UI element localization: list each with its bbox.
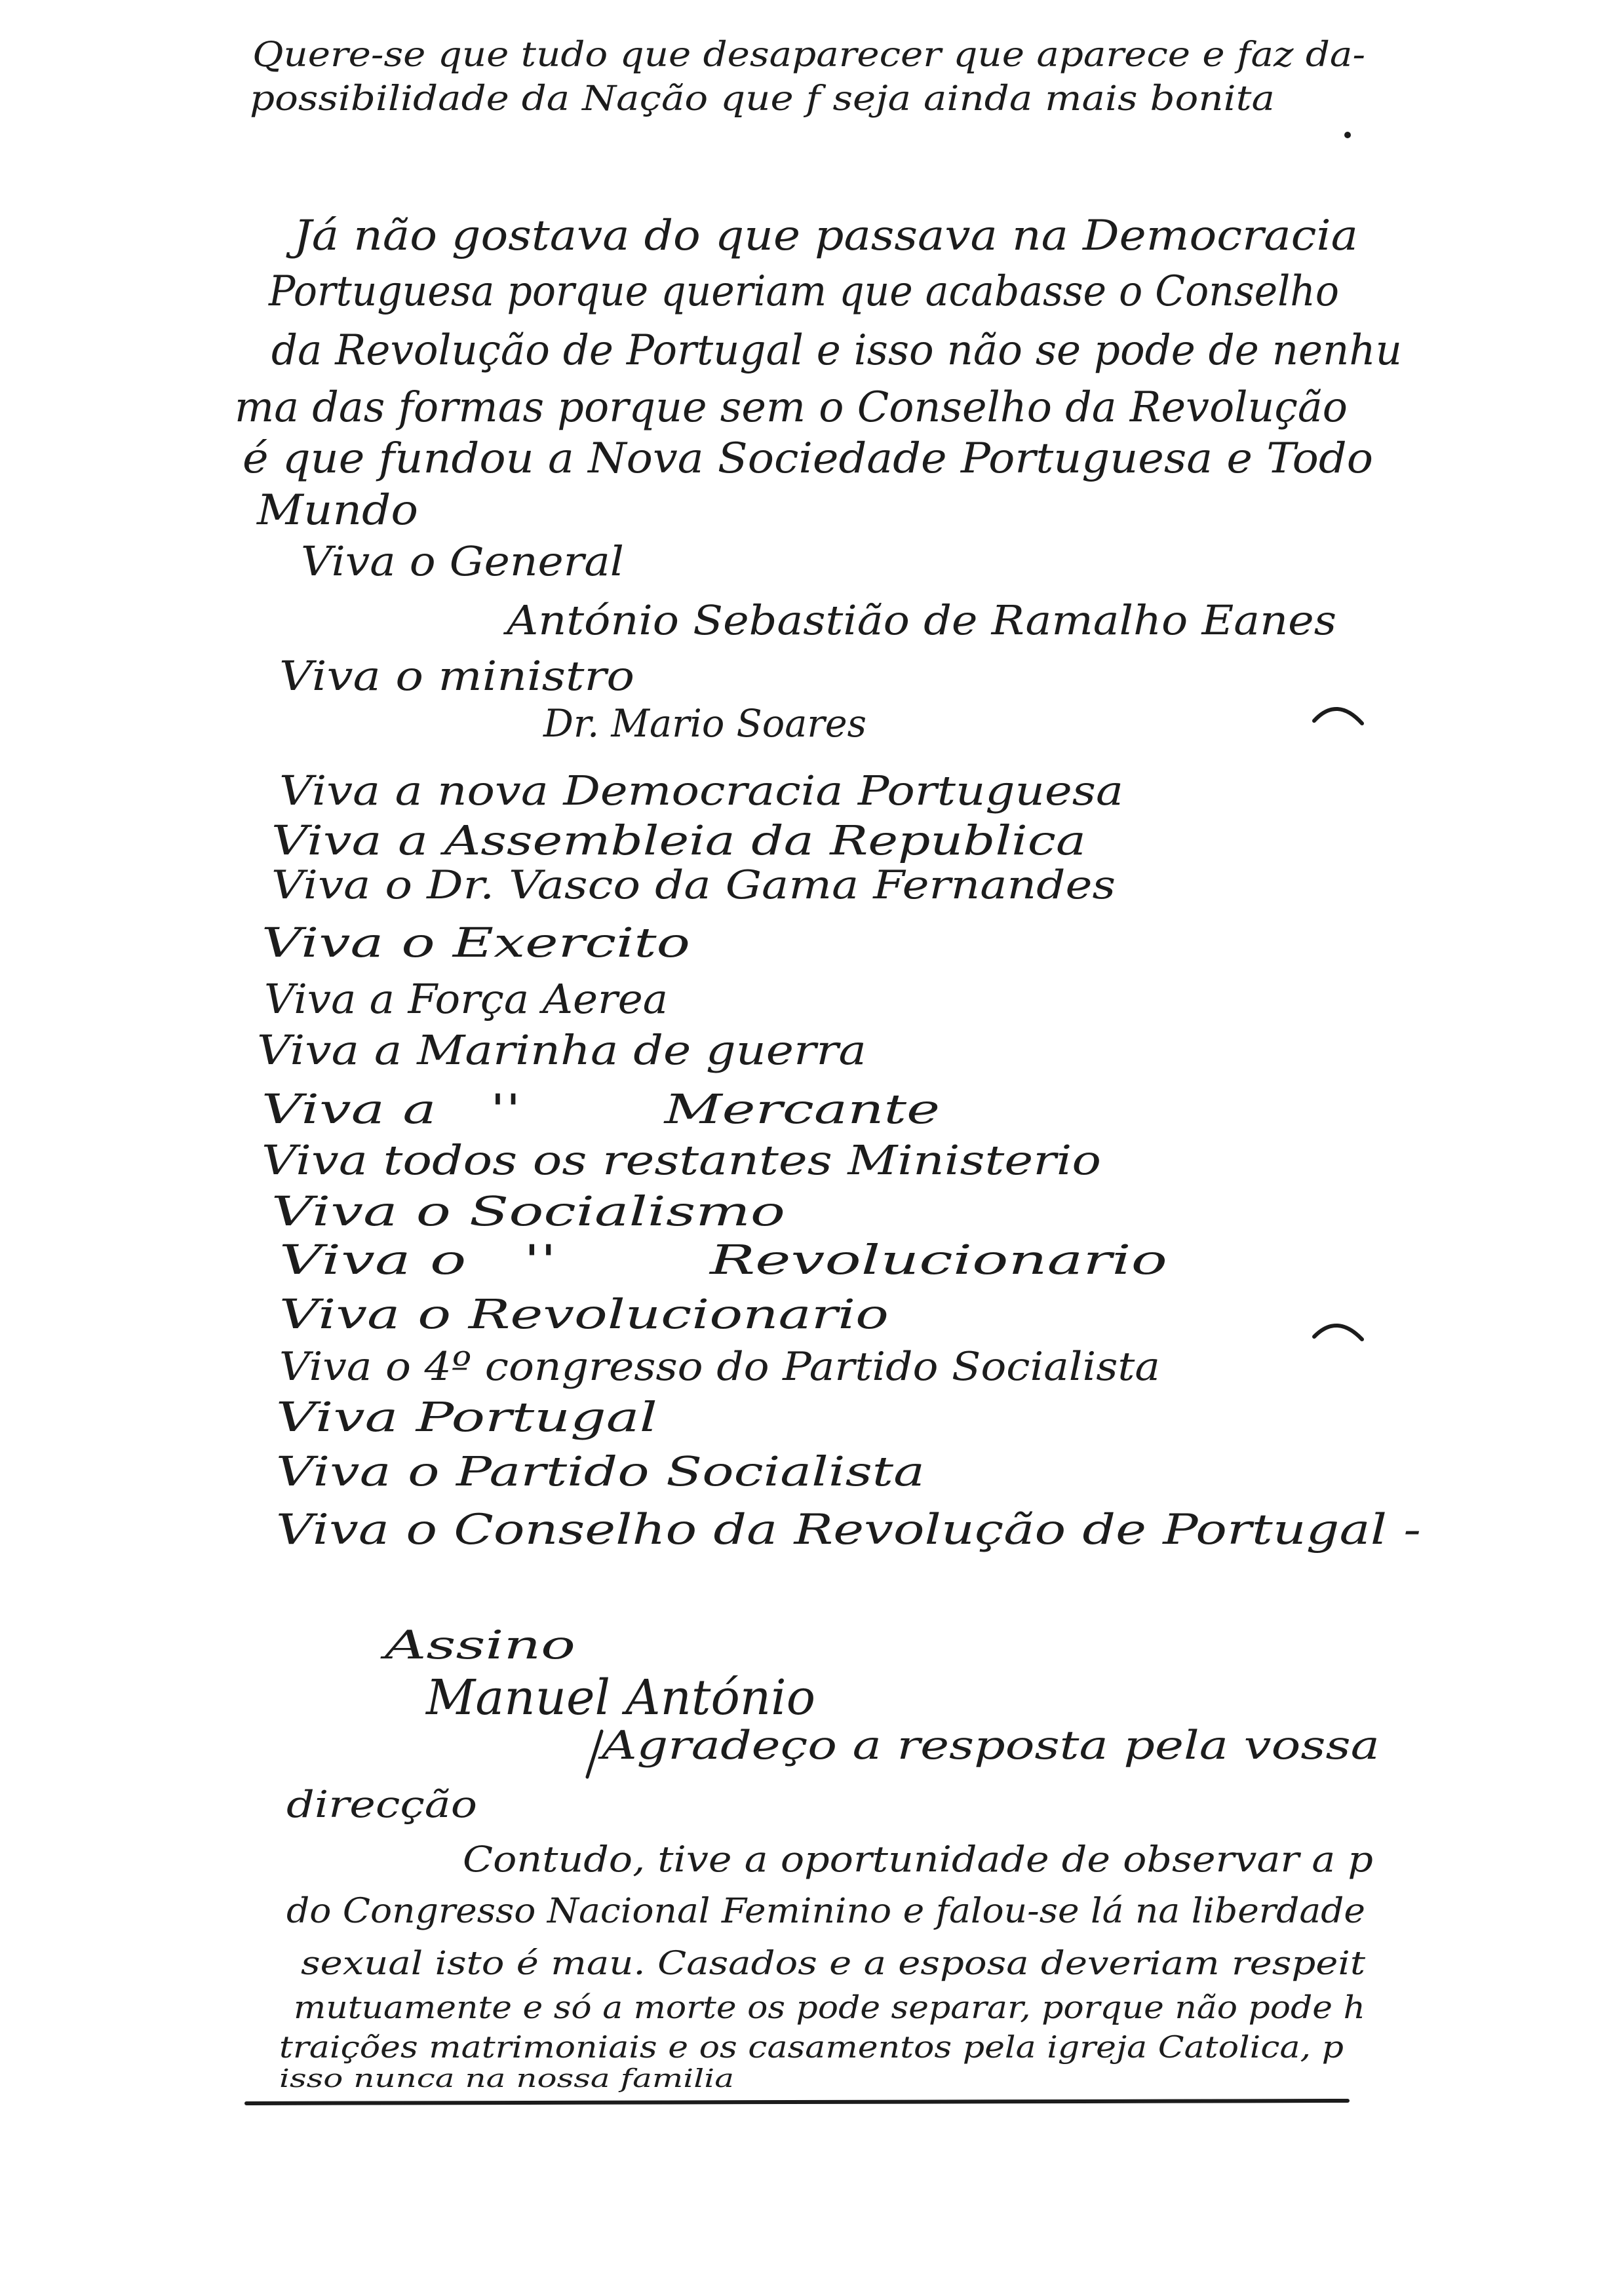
cheer-name-line: Dr. Mario Soares (543, 701, 866, 746)
ink-dot-mark (1344, 132, 1351, 138)
postscript-line: traições matrimoniais e os casamentos pela igreja Catolica, p (279, 2029, 1344, 2065)
signature-stroke (587, 1731, 602, 1777)
cheer-line: Viva o ministro (279, 652, 634, 700)
cheer-name-line: António Sebastião de Ramalho Eanes (503, 596, 1336, 644)
body-line: Já não gostava do que passava na Democracia (286, 212, 1358, 260)
cheer-line: Viva o General (301, 537, 624, 585)
cheer-line: Viva a nova Democracia Portuguesa (279, 767, 1124, 814)
cheer-line: Viva a Marinha de guerra (257, 1026, 866, 1074)
cheer-line: Viva o Exercito (262, 919, 690, 966)
cheer-line: Viva o Partido Socialista (276, 1447, 925, 1495)
cheer-line: Viva o '' Revolucionario (279, 1236, 1167, 1284)
postscript-line: sexual isto é mau. Casados e a esposa deveriam respeit (301, 1944, 1367, 1982)
signature: Manuel António (425, 1670, 815, 1726)
cheer-line: Viva Portugal (276, 1393, 657, 1441)
cheer-line: Viva o Dr. Vasco da Gama Fernandes (271, 862, 1116, 908)
postscript-line: isso nunca na nossa familia (279, 2064, 734, 2093)
margin-arc-mark (1314, 1326, 1362, 1339)
sign-word: Assino (379, 1622, 575, 1668)
intro-line: Quere-se que tudo que desaparecer que aparece e faz da- (252, 35, 1365, 75)
body-line: ma das formas porque sem o Conselho da Revolução (235, 383, 1348, 432)
cheer-line: Viva o Socialismo (271, 1187, 785, 1235)
cheer-line: Viva o Revolucionario (279, 1290, 889, 1338)
body-line: é que fundou a Nova Sociedade Portuguesa e Todo (243, 434, 1373, 483)
thanks-line: Agradeço a resposta pela vossa (597, 1723, 1380, 1769)
postscript-line: do Congresso Nacional Feminino e falou-se lá na liberdade (286, 1892, 1365, 1931)
bottom-rule (246, 2101, 1348, 2103)
intro-line: possibilidade da Nação que f seja ainda mais bonita (250, 79, 1275, 119)
cheer-line: Viva o Conselho da Revolução de Portugal - (276, 1506, 1421, 1554)
thanks-line-end: direcção (286, 1784, 477, 1826)
body-line: Mundo (256, 486, 418, 535)
margin-arc-mark (1314, 709, 1362, 723)
postscript-line: Contudo, tive a oportunidade de observar a p (463, 1839, 1373, 1880)
body-line: da Revolução de Portugal e isso não se pode de nenhu (271, 326, 1402, 375)
body-line: Portuguesa porque queriam que acabasse o Conselho (268, 267, 1340, 316)
cheer-line: Viva a '' Mercante (262, 1085, 940, 1133)
cheer-line: Viva a Assembleia da Republica (271, 816, 1086, 864)
postscript-line: mutuamente e só a morte os pode separar, porque não pode h (294, 1989, 1365, 2026)
cheer-line: Viva todos os restantes Ministerio (262, 1136, 1101, 1184)
cheer-line: Viva o 4º congresso do Partido Socialista (279, 1344, 1160, 1390)
cheer-line: Viva a Força Aerea (264, 975, 668, 1023)
